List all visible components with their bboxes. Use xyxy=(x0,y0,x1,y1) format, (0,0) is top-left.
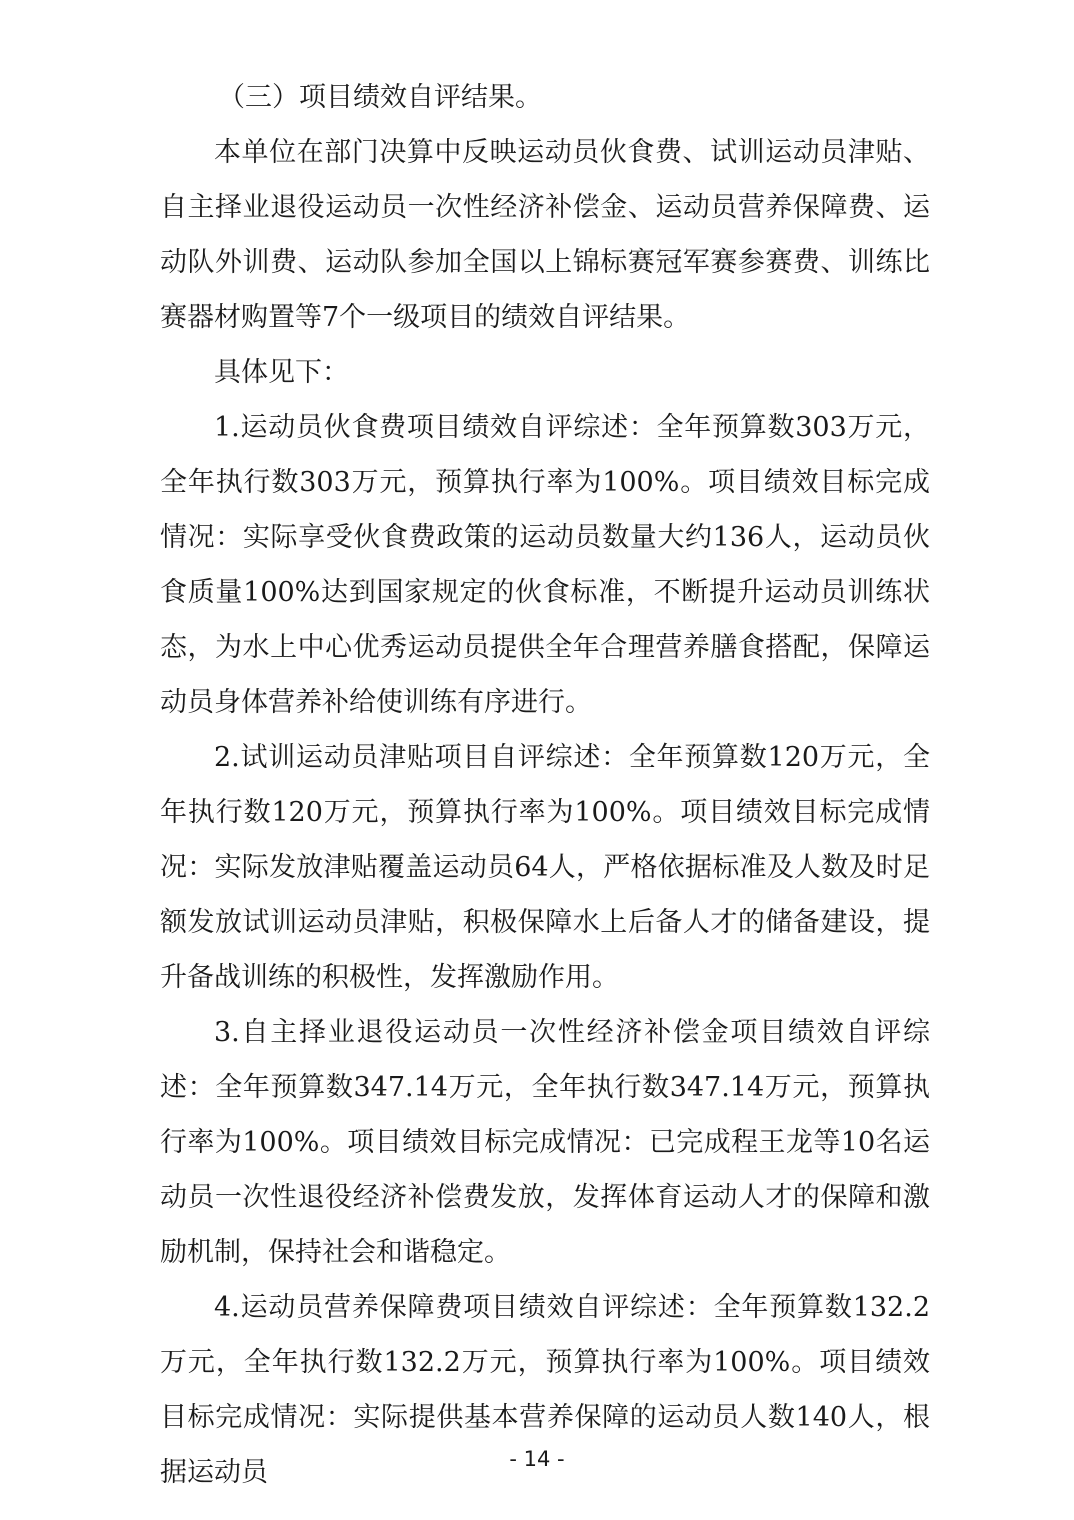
page-number: - 14 - xyxy=(509,1447,565,1471)
item-3-paragraph: 3.自主择业退役运动员一次性经济补偿金项目绩效自评综述：全年预算数347.14万元，全年执行数347.14万元，预算执行率为100%。项目绩效目标完成情况：已完成程王龙等10名运动员一次性退役经济补偿费发放，发挥体育运动人才的保障和激励机制，保持社会和谐稳定。 xyxy=(160,1017,930,1268)
item-4-paragraph: 4.运动员营养保障费项目绩效自评综述：全年预算数132.2万元，全年执行数132.2万元，预算执行率为100%。项目绩效目标完成情况：实际提供基本营养保障的运动员人数140人，根据运动员 xyxy=(160,1292,930,1488)
item-1-paragraph: 1.运动员伙食费项目绩效自评综述：全年预算数303万元，全年执行数303万元，预算执行率为100%。项目绩效目标完成情况：实际享受伙食费政策的运动员数量大约136人，运动员伙食质量100%达到国家规定的伙食标准，不断提升运动员训练状态，为水上中心优秀运动员提供全年合理营养膳食搭配，保障运动员身体营养补给使训练有序进行。 xyxy=(160,412,930,718)
section-heading: （三）项目绩效自评结果。 xyxy=(218,82,542,113)
intro-paragraph: 本单位在部门决算中反映运动员伙食费、试训运动员津贴、自主择业退役运动员一次性经济补偿金、运动员营养保障费、运动队外训费、运动队参加全国以上锦标赛冠军赛参赛费、训练比赛器材购置等7个一级项目的绩效自评结果。 xyxy=(160,137,930,333)
document-body xyxy=(160,70,930,1500)
item-2-paragraph: 2.试训运动员津贴项目自评综述：全年预算数120万元，全年执行数120万元，预算执行率为100%。项目绩效目标完成情况：实际发放津贴覆盖运动员64人，严格依据标准及人数及时足额发放试训运动员津贴，积极保障水上后备人才的储备建设，提升备战训练的积极性，发挥激励作用。 xyxy=(160,742,930,993)
details-lead-paragraph: 具体见下： xyxy=(214,357,349,388)
